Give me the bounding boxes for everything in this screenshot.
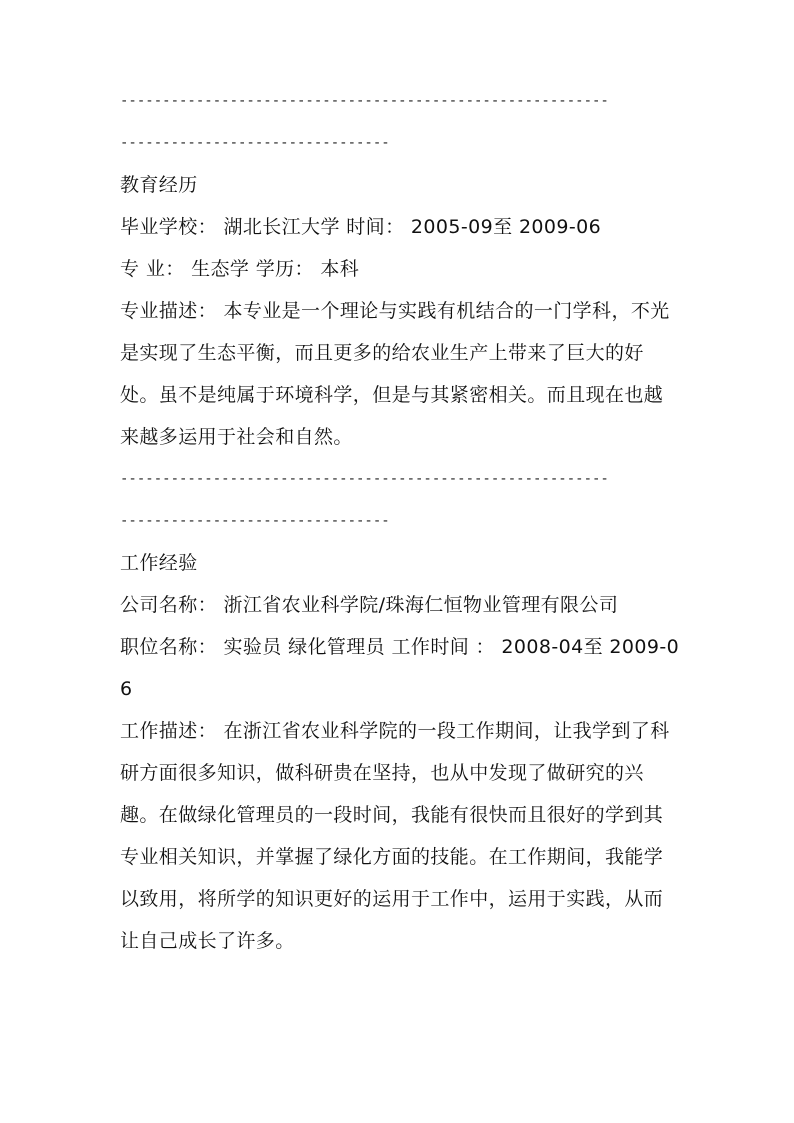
work-heading: 工作经验 [120,552,198,574]
separator-line-continued: -------------------------------- [120,135,390,151]
separator-line: ---------------------------------------------------------- [120,93,609,109]
work-description: 工作描述： 在浙江省农业科学院的一段工作期间，让我学到了科研方面很多知识，做科研贵在坚持，也从中发现了做研究的兴趣。在做绿化管理员的一段时间，我能有很快而且很好的学到其专业相关知识，并掌握了绿化方面的技能。在工作期间，我能学以致用，将所学的知识更好的运用于工作中，运用于实践，从而让自己成长了许多。 [120,720,670,952]
separator-line-continued: -------------------------------- [120,513,390,529]
position-line: 职位名称： 实验员 绿化管理员 工作时间 ： 2008-04至 2009-06 [120,636,680,700]
education-heading: 教育经历 [120,174,198,196]
major-line: 专 业： 生态学 学历： 本科 [120,258,360,280]
work-section [120,542,680,962]
company-line: 公司名称： 浙江省农业科学院/珠海仁恒物业管理有限公司 [120,594,619,616]
separator-line: ---------------------------------------------------------- [120,471,609,487]
major-description: 专业描述： 本专业是一个理论与实践有机结合的一门学科，不光是实现了生态平衡，而且更多的给农业生产上带来了巨大的好处。虽不是纯属于环境科学，但是与其紧密相关。而且现在也越来越多运用于社会和自然。 [120,300,670,448]
school-line: 毕业学校： 湖北长江大学 时间： 2005-09至 2009-06 [120,216,602,238]
resume-page [120,80,680,962]
education-section [120,164,680,458]
